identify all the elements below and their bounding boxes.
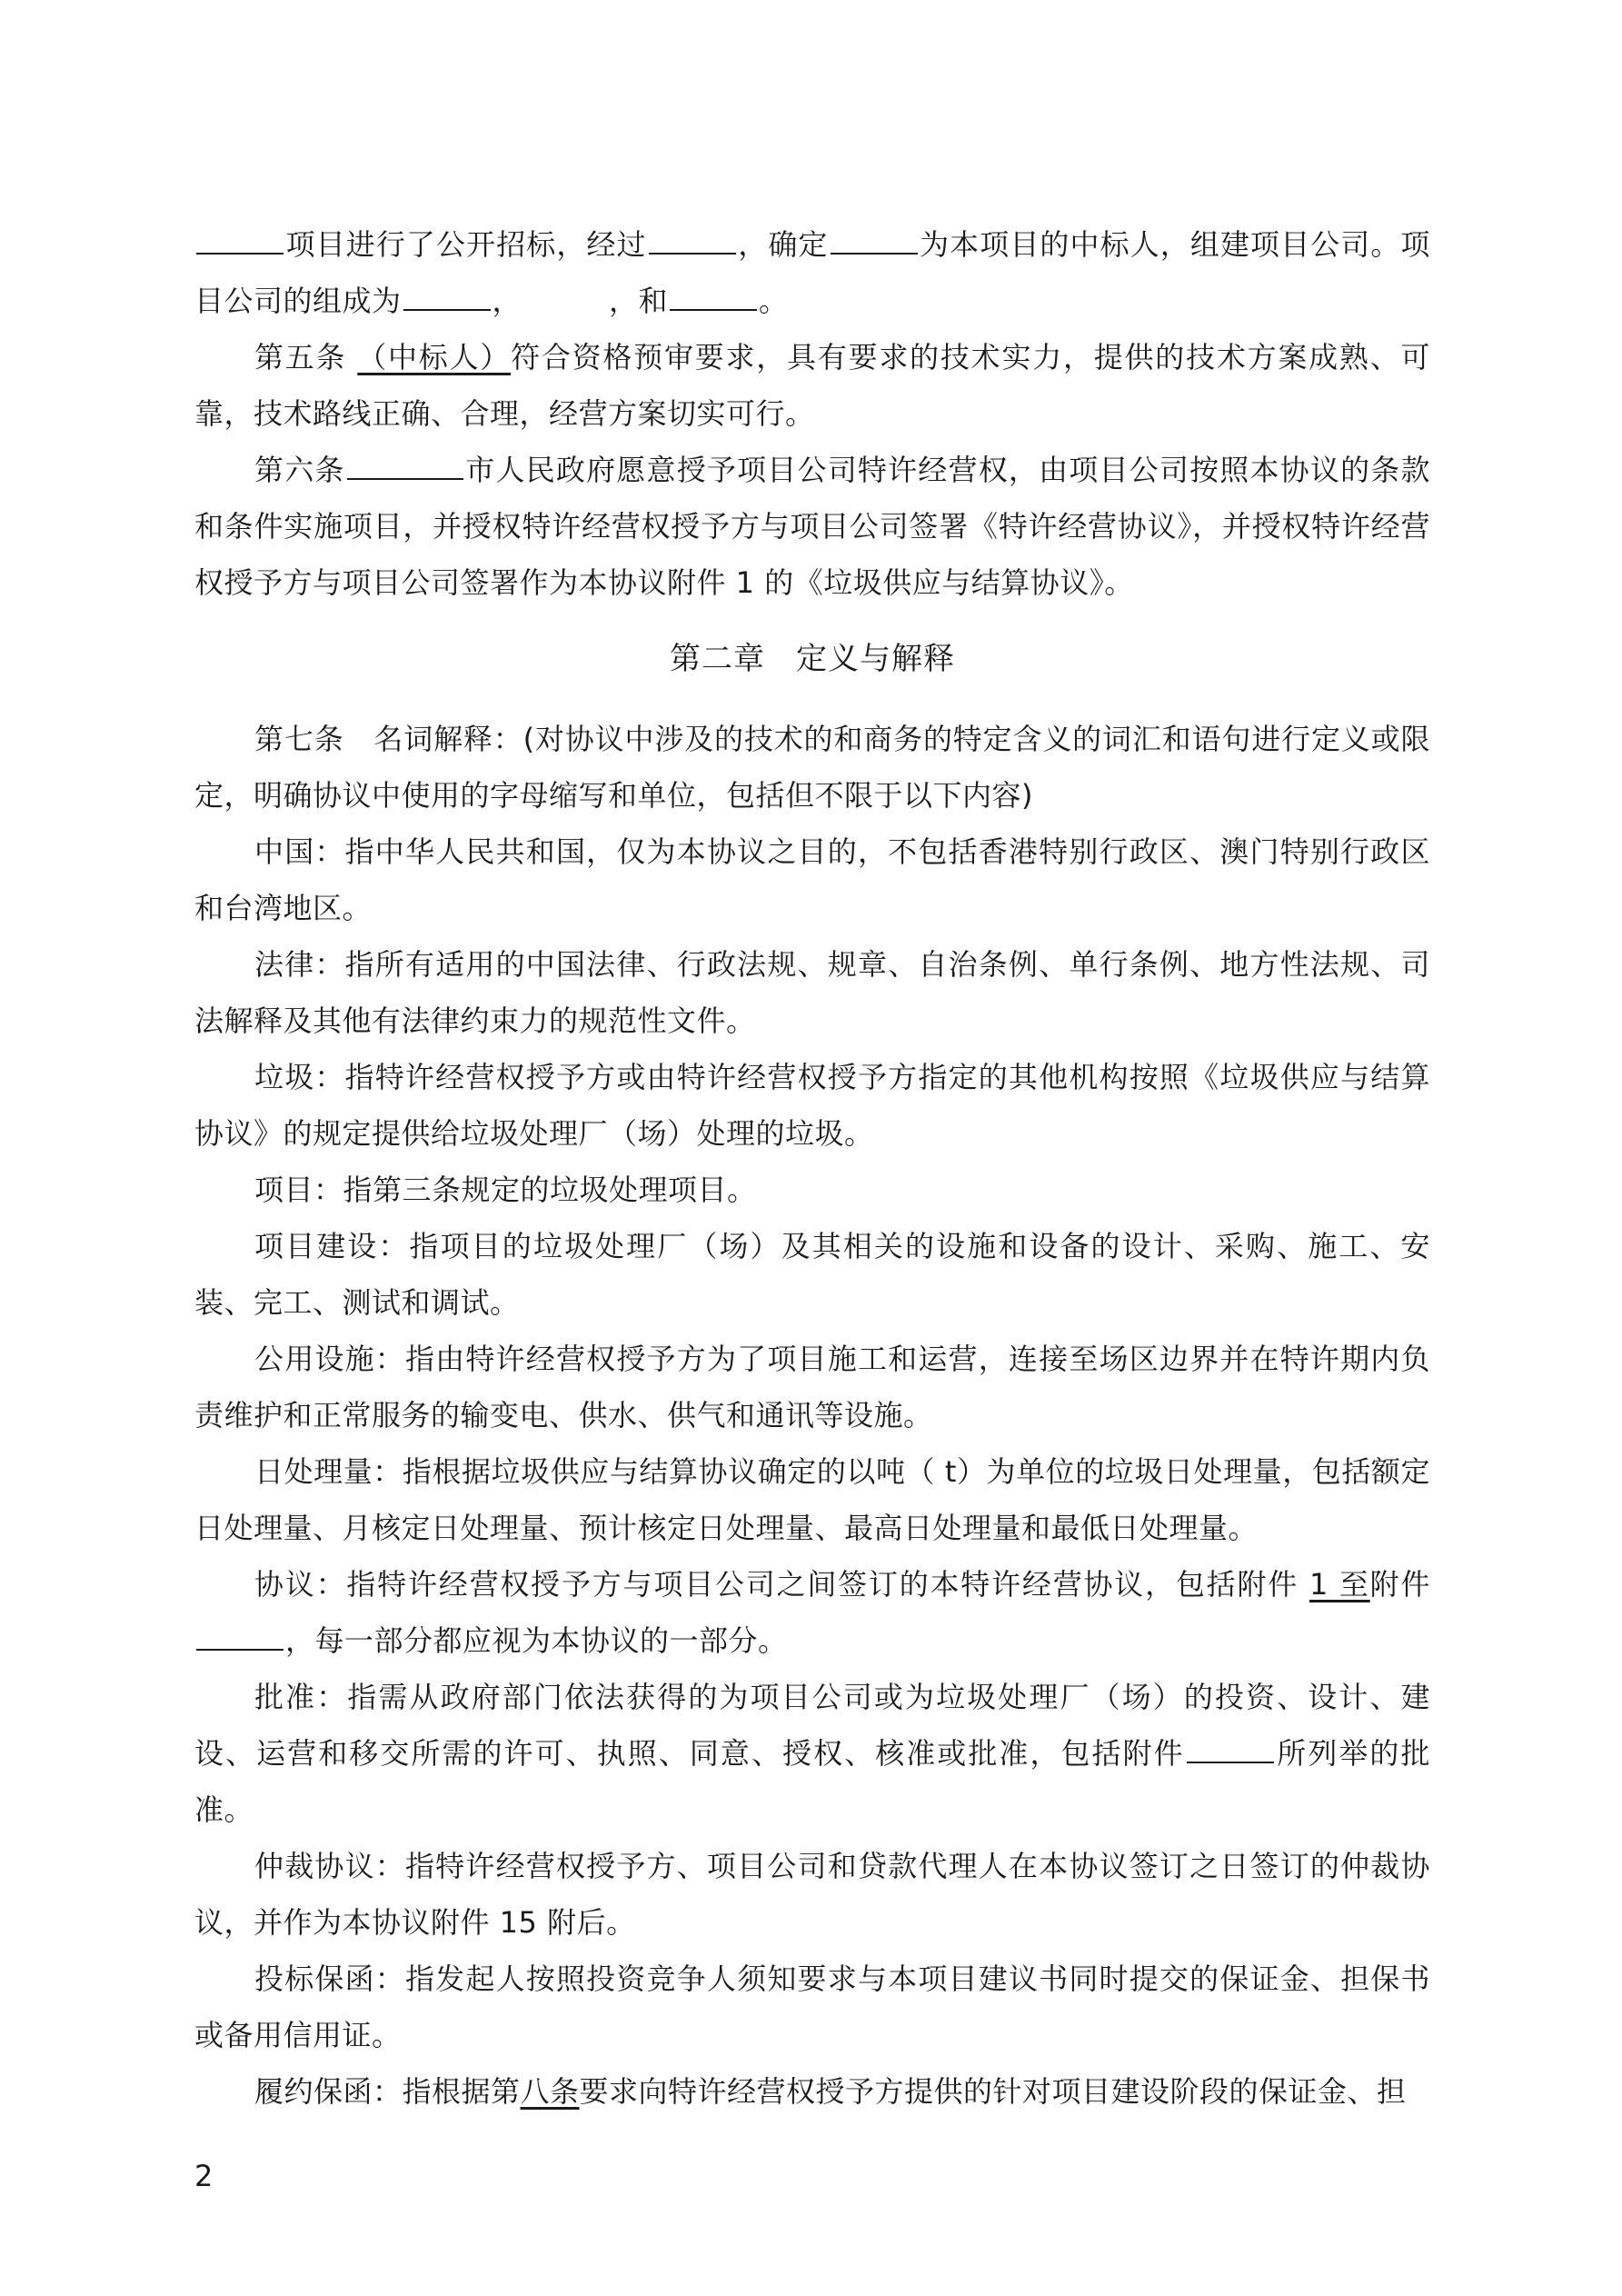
definition-garbage: 垃圾：指特许经营权授予方或由特许经营权授予方指定的其他机构按照《垃圾供应与结算协议》的规定提供给垃圾处理厂（场）处理的垃圾。 bbox=[194, 1060, 1430, 1151]
article-6: 第六条 市人民政府愿意授予项目公司特许经营权，由项目公司按照本协议的条款和条件实施项目，并授权特许经营权授予方与项目公司签署《特许经营协议》，并授权特许经营权授予方与项目公司签署作为本协议附件 1 的《垃圾供应与结算协议》。 bbox=[194, 442, 1430, 611]
blank-field bbox=[347, 449, 463, 480]
chapter-heading bbox=[194, 631, 1430, 687]
article-7: 第七条 名词解释：(对协议中涉及的技术的和商务的特定含义的词汇和语句进行定义或限定，明确协议中使用的字母缩写和单位，包括但不限于以下内容) bbox=[194, 722, 1430, 813]
blank-field bbox=[196, 1620, 284, 1651]
definition-arbitration: 仲裁协议：指特许经营权授予方、项目公司和贷款代理人在本协议签订之日签订的仲裁协议，并作为本协议附件 15 附后。 bbox=[194, 1849, 1430, 1940]
definition-bid-bond: 投标保函：指发起人按照投资竞争人须知要求与本项目建议书同时提交的保证金、担保书或备用信用证。 bbox=[194, 1962, 1430, 2052]
blank-field bbox=[403, 280, 491, 311]
underlined-term: 1 至 bbox=[1309, 1567, 1370, 1602]
article-5: 第五条 （中标人）符合资格预审要求，具有要求的技术实力，提供的技术方案成熟、可靠，技术路线正确、合理，经营方案切实可行。 bbox=[194, 340, 1430, 431]
blank-field bbox=[196, 224, 284, 255]
blank-field bbox=[831, 224, 918, 255]
document-body bbox=[194, 216, 1430, 2120]
definition-agreement: 协议：指特许经营权授予方与项目公司之间签订的本特许经营协议，包括附件 1 至附件，每一部分都应视为本协议的一部分。 bbox=[194, 1556, 1430, 1669]
definition-utilities: 公用设施：指由特许经营权授予方为了项目施工和运营，连接至场区边界并在特许期内负责维护和正常服务的输变电、供水、供气和通讯等设施。 bbox=[194, 1342, 1430, 1433]
paragraph-bidding: 项目进行了公开招标，经过 ，确定 为本项目的中标人，组建项目公司。项目公司的组成为 ， ，和 。 bbox=[194, 216, 1430, 329]
chapter-number: 第二章 bbox=[670, 641, 765, 677]
blank-field bbox=[649, 224, 736, 255]
definition-project: 项目：指第三条规定的垃圾处理项目。 bbox=[254, 1173, 757, 1207]
definition-china: 中国：指中华人民共和国，仅为本协议之目的，不包括香港特别行政区、澳门特别行政区和台湾地区。 bbox=[194, 834, 1430, 925]
definition-law: 法律：指所有适用的中国法律、行政法规、规章、自治条例、单行条例、地方性法规、司法解释及其他有法律约束力的规范性文件。 bbox=[194, 947, 1430, 1038]
chapter-title: 定义与解释 bbox=[796, 641, 955, 677]
definition-construction: 项目建设：指项目的垃圾处理厂（场）及其相关的设施和设备的设计、采购、施工、安装、完工、测试和调试。 bbox=[194, 1229, 1430, 1320]
page-number: 2 bbox=[194, 2159, 214, 2193]
definition-performance-bond: 履约保函：指根据第八条要求向特许经营权授予方提供的针对项目建设阶段的保证金、担 bbox=[254, 2074, 1407, 2109]
definition-approval: 批准：指需从政府部门依法获得的为项目公司或为垃圾处理厂（场）的投资、设计、建设、运营和移交所需的许可、执照、同意、授权、核准或批准，包括附件 所列举的批准。 bbox=[194, 1680, 1430, 1827]
definition-daily-capacity: 日处理量：指根据垃圾供应与结算协议确定的以吨（ t）为单位的垃圾日处理量，包括额定日处理量、月核定日处理量、预计核定日处理量、最高日处理量和最低日处理量。 bbox=[194, 1454, 1430, 1545]
blank-field bbox=[670, 280, 757, 311]
underlined-term: 八条 bbox=[520, 2074, 580, 2109]
underlined-term: （中标人） bbox=[357, 340, 512, 374]
blank-field bbox=[1187, 1732, 1274, 1763]
